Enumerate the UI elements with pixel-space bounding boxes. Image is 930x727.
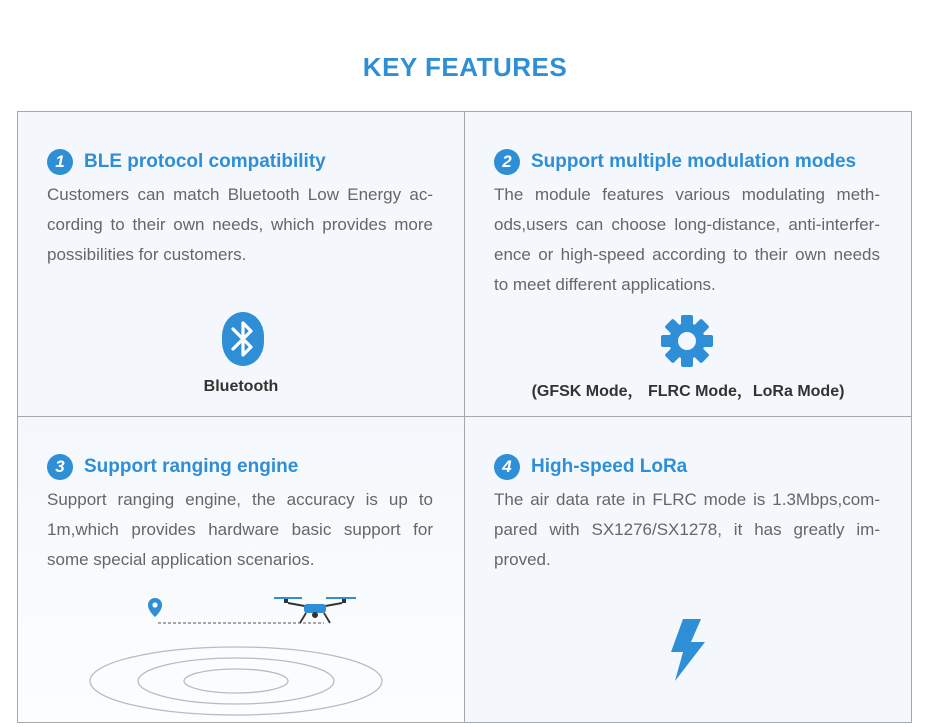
drone-ranging-illustration [78, 593, 388, 718]
feature-description: Customers can match Bluetooth Low Energy ac-cording to their own needs, which provides more possibilities for customers. [47, 185, 433, 264]
features-grid [17, 111, 912, 723]
feature-caption: Bluetooth [203, 378, 279, 395]
drone-icon [274, 598, 356, 623]
page-title: KEY FEATURES [362, 52, 568, 82]
feature-heading [47, 453, 298, 481]
feature-heading [494, 453, 687, 481]
feature-number-badge: 3 [47, 454, 73, 480]
feature-card-highspeed [465, 417, 911, 722]
feature-number-badge: 4 [494, 454, 520, 480]
gear-icon [660, 314, 714, 368]
feature-heading [47, 148, 326, 176]
feature-number-badge: 2 [494, 149, 520, 175]
location-pin-icon [148, 598, 162, 617]
feature-title: High-speed LoRa [531, 456, 688, 477]
feature-caption: (GFSK Mode， FLRC Mode，LoRa Mode) [531, 383, 845, 400]
feature-card-modulation [465, 112, 911, 417]
feature-card-ranging [18, 417, 465, 722]
feature-title: Support ranging engine [84, 456, 299, 477]
feature-description: Support ranging engine, the accuracy is up to 1m,which provides hardware basic support for some special application scenarios. [47, 490, 433, 569]
feature-heading [494, 148, 856, 176]
feature-title: BLE protocol compatibility [84, 151, 326, 172]
feature-description: The air data rate in FLRC mode is 1.3Mbps,com-pared with SX1276/SX1278, it has greatly im-proved. [494, 490, 880, 569]
feature-description: The module features various modulating meth-ods,users can choose long-distance, anti-interfer-ence or high-speed according to their own needs to meet different applications. [494, 185, 880, 294]
bluetooth-icon [221, 311, 265, 367]
feature-card-ble [18, 112, 465, 417]
lightning-icon [669, 618, 707, 682]
feature-number-badge: 1 [47, 149, 73, 175]
feature-title: Support multiple modulation modes [531, 151, 857, 172]
